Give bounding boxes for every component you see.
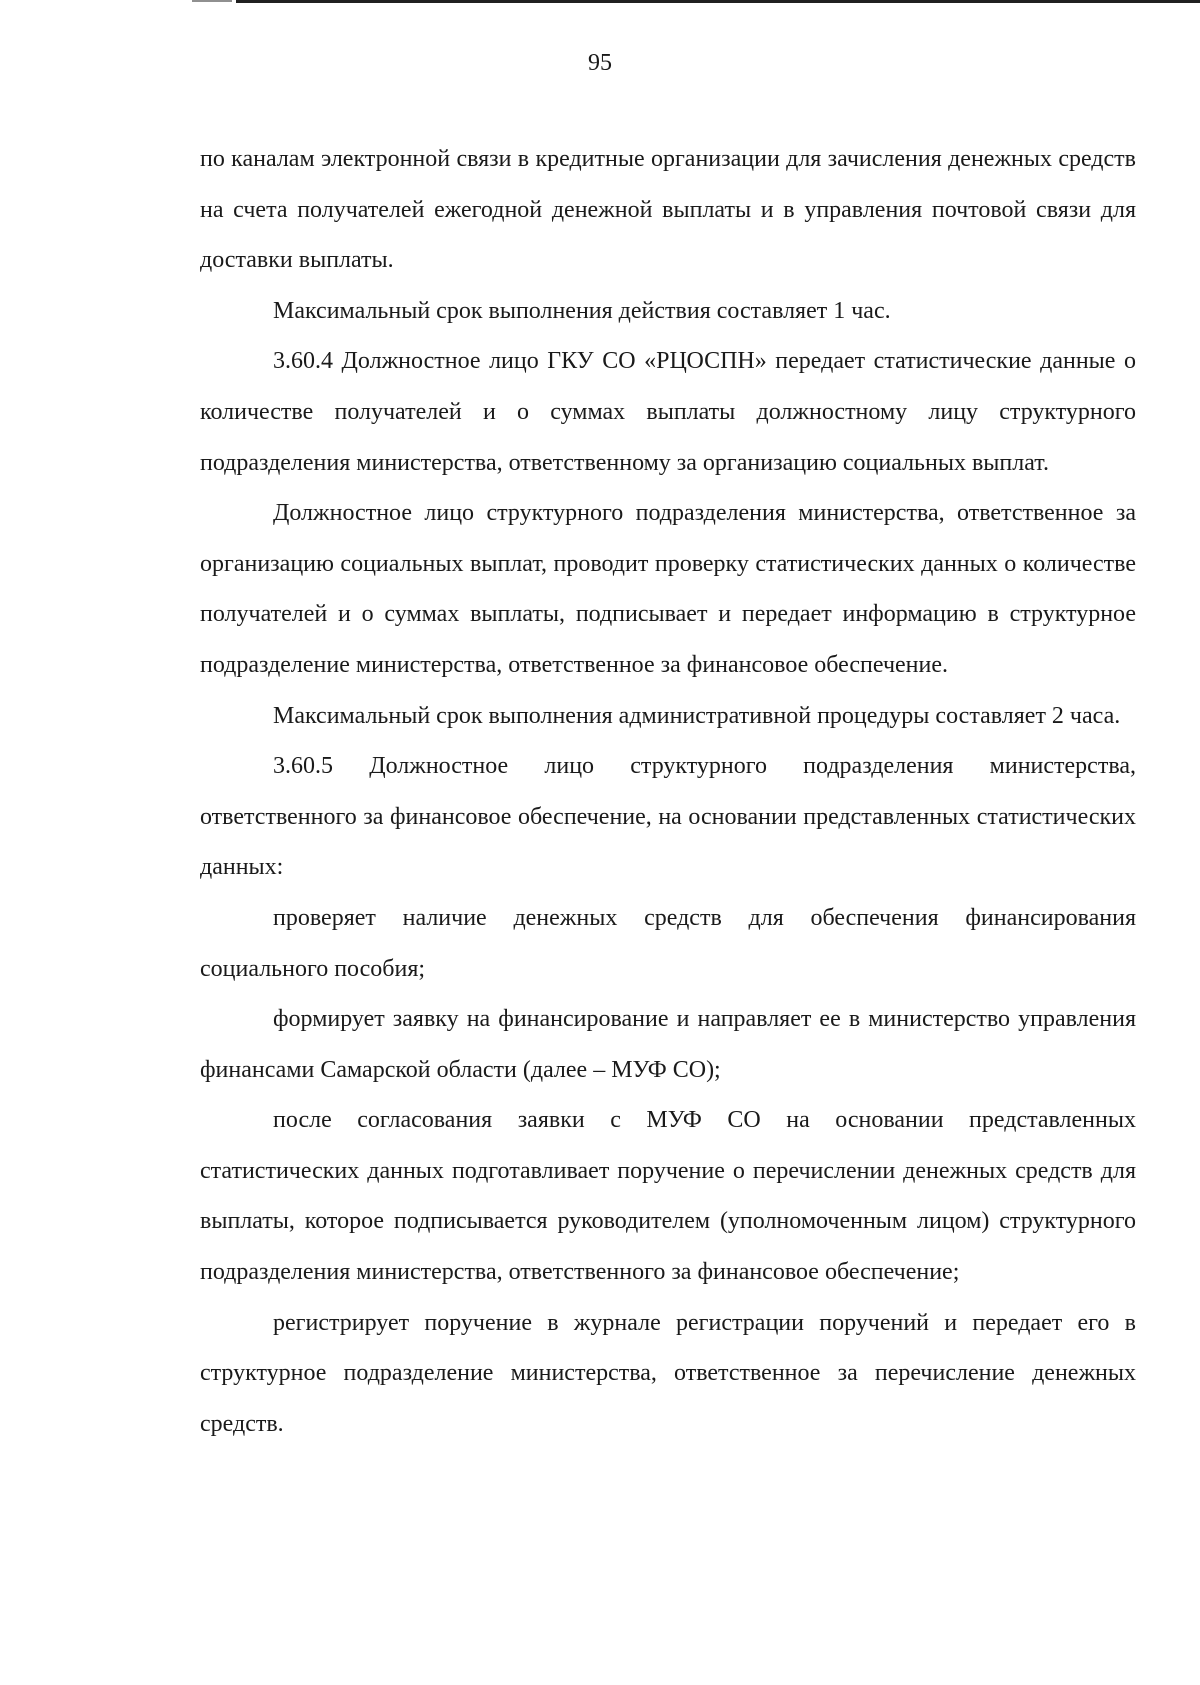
paragraph-continuation: по каналам электронной связи в кредитные организации для зачисления денежных средств на счета получателей ежегодной денежной выплаты и в управления почтовой связи для доставки выплаты.	[200, 146, 1136, 274]
paragraph-deadline-2-hours: Максимальный срок выполнения административной процедуры составляет 2 часа.	[273, 702, 1121, 729]
paragraph-funding-request: формирует заявку на финансирование и направляет ее в министерство управления финансами Самарской области (далее – МУФ СО);	[200, 1006, 1136, 1083]
paragraph-deadline-1-hour: Максимальный срок выполнения действия составляет 1 час.	[273, 297, 891, 324]
paragraph-register-order: регистрирует поручение в журнале регистрации поручений и передает его в структурное подразделение министерства, ответственное за перечисление денежных средств.	[200, 1309, 1136, 1437]
paragraph-payment-order: после согласования заявки с МУФ СО на основании представленных статистических данных подготавливает поручение о перечислении денежных средств для выплаты, которое подписывается руководителем (уполномоченным лицом) структурного подразделения министерства, ответственного за финансовое обеспечение;	[200, 1107, 1136, 1286]
top-edge-rule	[236, 0, 1200, 3]
top-edge-stub	[192, 0, 232, 2]
document-body	[200, 134, 1136, 1449]
paragraph-3-60-4: 3.60.4 Должностное лицо ГКУ СО «РЦОСПН» передает статистические данные о количестве получателей и о суммах выплаты должностному лицу структурного подразделения министерства, ответственному за организацию социальных выплат.	[200, 348, 1136, 476]
page-number: 95	[588, 50, 612, 76]
paragraph-official-check: Должностное лицо структурного подразделения министерства, ответственное за организацию социальных выплат, проводит проверку статистических данных о количестве получателей и о суммах выплаты, подписывает и передает информацию в структурное подразделение министерства, ответственное за финансовое обеспечение.	[200, 500, 1136, 678]
paragraph-3-60-5: 3.60.5 Должностное лицо структурного подразделения министерства, ответственного за финансовое обеспечение, на основании представленных статистических данных:	[200, 753, 1136, 881]
paragraph-check-funds: проверяет наличие денежных средств для обеспечения финансирования социального пособия;	[200, 904, 1136, 982]
